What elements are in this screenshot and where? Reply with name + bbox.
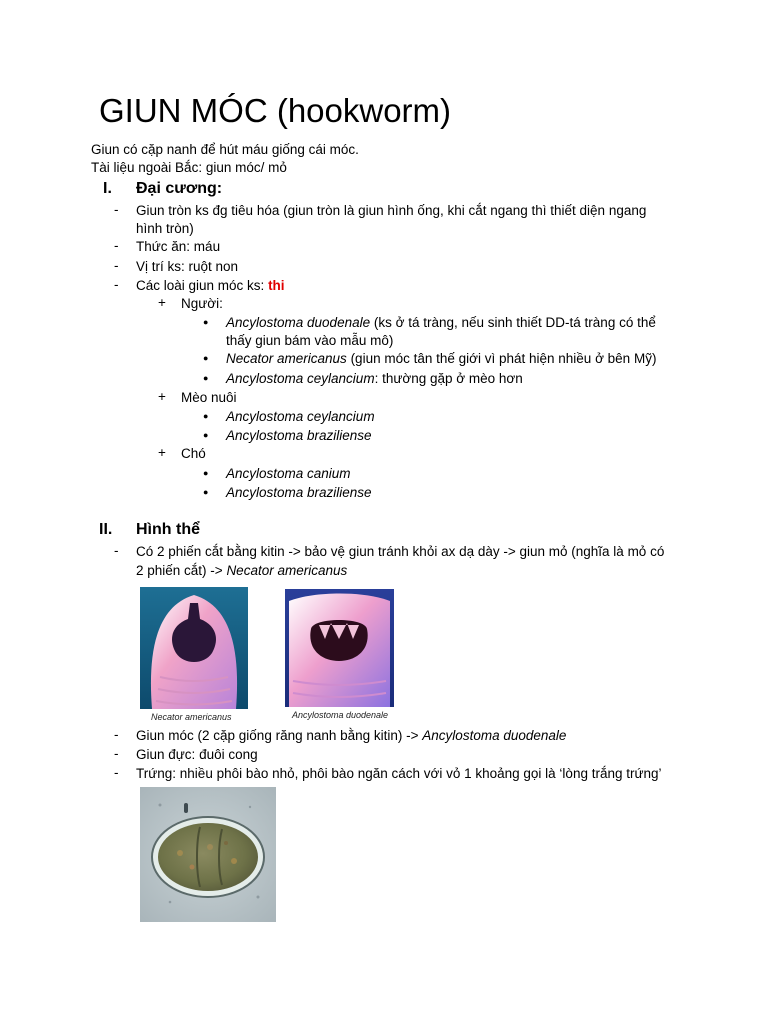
species-item: [226, 314, 656, 332]
species-note: : thường gặp ở mèo hơn: [374, 371, 523, 386]
morph-line-2: [136, 562, 347, 580]
dash-bullet: -: [114, 543, 119, 558]
intro-line-2: Tài liệu ngoài Bắc: giun móc/ mỏ: [91, 160, 287, 175]
species-name: Necator americanus: [226, 351, 347, 366]
image-caption-right: Ancylostoma duodenale: [292, 710, 389, 720]
species-red-text: thi: [268, 278, 285, 293]
plus-bullet: +: [158, 295, 166, 310]
dash-bullet: -: [114, 277, 119, 292]
dog-label: Chó: [181, 446, 206, 461]
dot-bullet: ●: [203, 487, 209, 497]
dash-bullet: -: [114, 258, 119, 273]
species-item: Ancylostoma braziliense: [226, 428, 372, 443]
dot-bullet: ●: [203, 468, 209, 478]
species-note-line-2: thấy giun bám vào mẫu mô): [226, 333, 394, 348]
dash-bullet: -: [114, 765, 119, 780]
section-2-title: Hình thể: [136, 521, 200, 538]
species-prefix: Các loài giun móc ks:: [136, 278, 269, 293]
species-note: (ks ở tá tràng, nếu sinh thiết DD-tá tràng có thể: [370, 315, 656, 330]
section-2-number: II.: [99, 521, 113, 538]
necator-americanus-image: [140, 587, 248, 709]
location-line: Vị trí ks: ruột non: [136, 259, 239, 274]
species-name: Ancylostoma ceylancium: [226, 371, 375, 386]
image-caption-left: Necator americanus: [151, 712, 232, 722]
dash-bullet: -: [114, 238, 119, 253]
dash-bullet: -: [114, 746, 119, 761]
section-1-number: I.: [103, 180, 112, 197]
hook-line-species: Ancylostoma duodenale: [422, 728, 567, 743]
page-title: GIUN MÓC (hookworm): [99, 92, 452, 129]
food-line: Thức ăn: máu: [136, 239, 221, 254]
dot-bullet: ●: [203, 353, 209, 363]
species-item: [226, 350, 656, 368]
body-line-1: Giun tròn ks đg tiêu hóa (giun tròn là giun hình ống, khi cắt ngang thì thiết diện ngang: [136, 203, 647, 218]
male-line: Giun đực: đuôi cong: [136, 747, 258, 762]
section-1-title: Đại cương:: [136, 180, 223, 197]
morph-line-2-species: Necator americanus: [226, 563, 348, 578]
dot-bullet: ●: [203, 411, 209, 421]
hook-line: [136, 727, 566, 745]
hook-line-prefix: Giun móc (2 cặp giống răng nanh bằng kitin) ->: [136, 728, 423, 743]
body-line-2: hình tròn): [136, 221, 194, 236]
species-line: [136, 277, 285, 295]
dot-bullet: ●: [203, 317, 209, 327]
dash-bullet: -: [114, 202, 119, 217]
ancylostoma-duodenale-image: [285, 589, 394, 707]
morph-line-1: Có 2 phiến cắt bằng kitin -> bảo vệ giun tránh khỏi ax dạ dày -> giun mỏ (nghĩa là mỏ có: [136, 544, 665, 559]
species-item: Ancylostoma ceylancium: [226, 409, 375, 424]
dot-bullet: ●: [203, 373, 209, 383]
species-item: Ancylostoma braziliense: [226, 485, 372, 500]
plus-bullet: +: [158, 389, 166, 404]
human-label: Người:: [181, 296, 223, 311]
species-item: Ancylostoma canium: [226, 466, 351, 481]
species-item: [226, 370, 523, 388]
species-name: Ancylostoma duodenale: [226, 315, 371, 330]
egg-line: Trứng: nhiều phôi bào nhỏ, phôi bào ngăn cách với vỏ 1 khoảng gọi là ‘lòng trắng trứng’: [136, 766, 662, 781]
species-note: (giun móc tân thế giới vì phát hiện nhiều ở bên Mỹ): [346, 351, 657, 366]
intro-line-1: Giun có cặp nanh để hút máu giống cái móc.: [91, 142, 359, 157]
plus-bullet: +: [158, 445, 166, 460]
morph-line-2-prefix: 2 phiến cắt) ->: [136, 563, 227, 578]
hookworm-egg-image: [140, 787, 276, 922]
cat-label: Mèo nuôi: [181, 390, 237, 405]
dash-bullet: -: [114, 727, 119, 742]
dot-bullet: ●: [203, 430, 209, 440]
